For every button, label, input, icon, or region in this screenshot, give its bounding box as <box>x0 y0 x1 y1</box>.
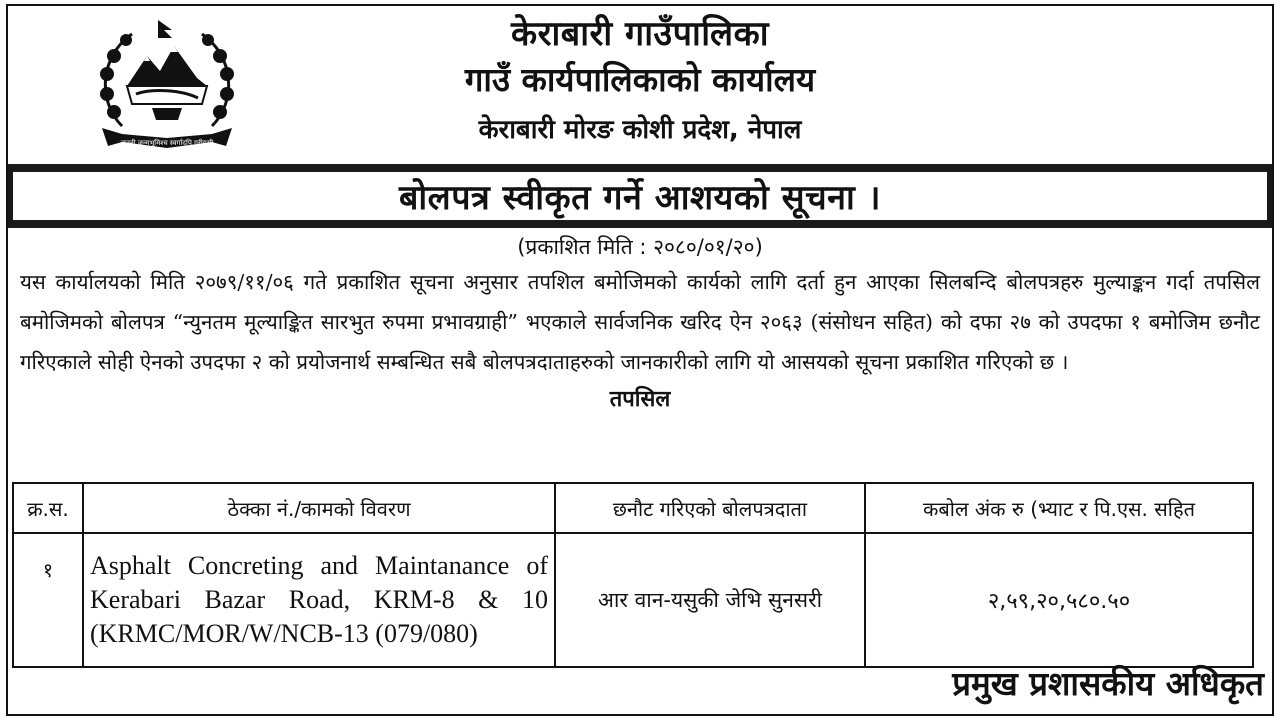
office-address: केराबारी मोरङ कोशी प्रदेश, नेपाल <box>478 115 802 145</box>
cell-serial: १ <box>13 533 83 667</box>
table-row <box>13 533 1253 667</box>
cell-bidder: आर वान-यसुकी जेभि सुनसरी <box>555 533 865 667</box>
table-header-row <box>13 483 1253 533</box>
header <box>8 6 1272 164</box>
notice-title-banner <box>6 164 1274 228</box>
emblem-motto: जननी जन्मभूमिश्च स्वर्गादपि गरीयसी <box>120 139 214 147</box>
cell-amount: २,५९,२०,५८०.५० <box>865 533 1253 667</box>
col-description: ठेक्का नं./कामको विवरण <box>83 483 555 533</box>
published-date: (प्रकाशित मिति : २०८०/०१/२०) <box>517 235 763 259</box>
notice-title: बोलपत्र स्वीकृत गर्ने आशयको सूचना । <box>13 172 1267 220</box>
section-label: तपसिल <box>609 387 671 412</box>
office-titles <box>258 12 1022 152</box>
bid-table <box>12 482 1254 668</box>
signoff: प्रमुख प्रशासकीय अधिकृत <box>952 664 1264 703</box>
col-serial: क्र.स. <box>13 483 83 533</box>
col-amount: कबोल अंक रु (भ्याट र पि.एस. सहित <box>865 483 1253 533</box>
cell-description: Asphalt Concreting and Maintanance of Kerabari Bazar Road, KRM-8 & 10 (KRMC/MOR/W/NCB-13 (079/080) <box>83 533 555 667</box>
municipality-name: केराबारी गाउँपालिका <box>510 14 770 54</box>
col-bidder: छनौट गरिएको बोलपत्रदाता <box>555 483 865 533</box>
office-name: गाउँ कार्यपालिकाको कार्यालय <box>464 60 816 99</box>
notice-body: यस कार्यालयको मिति २०७९/११/०६ गते प्रकाशित सूचना अनुसार तपशिल बमोजिमको कार्यको लागि दर्ता हुन आएका सिलबन्दि बोलपत्रहरु मुल्याङ्कन गर्दा तपसिल बमोजिमको बोलपत्र “न्युनतम मूल्याङ्कित सारभुत रुपमा प्रभावग्राही” भएकाले सार्वजनिक खरिद ऐन २०६३ (संसोधन सहित) को दफा २७ को उपदफा १ बमोजिम छनौट गरिएकाले सोही ऐनको उपदफा २ को प्रयोजनार्थ सम्बन्धित सबै बोलपत्रदाताहरुको जानकारीको लागि यो आसयको सूचना प्रकाशित गरिएको छ । <box>20 270 1260 374</box>
nepal-emblem-icon <box>92 16 242 161</box>
